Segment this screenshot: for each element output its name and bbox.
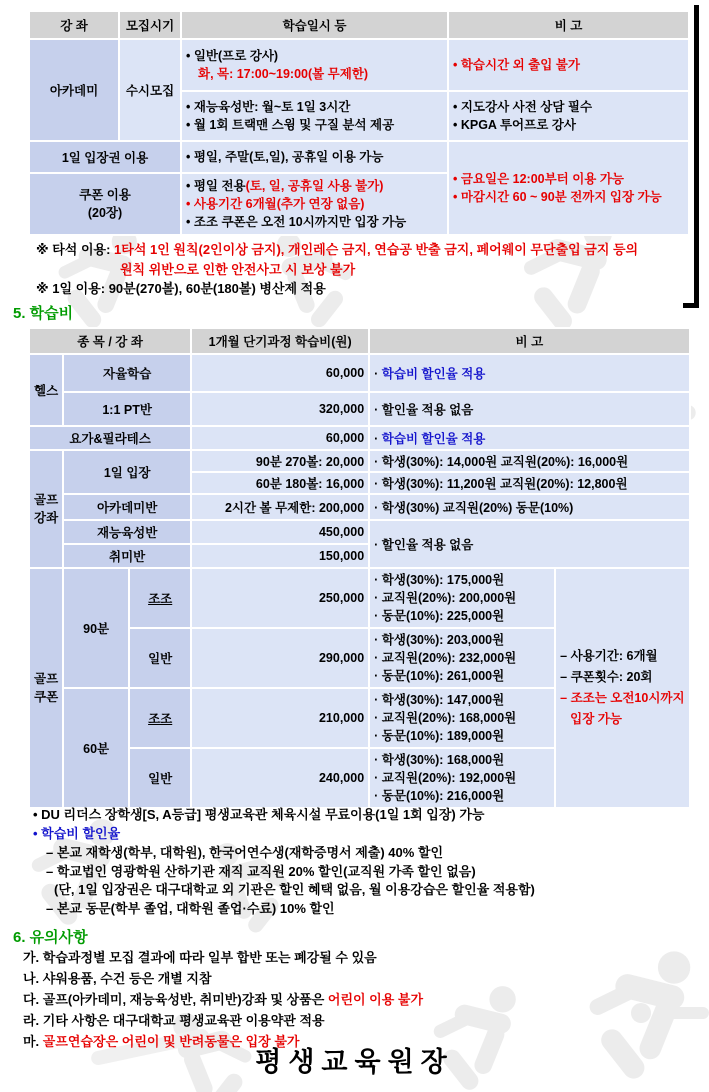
t2-fee-academy-class: 2시간 볼 무제한: 200,000 (191, 494, 369, 520)
t2-note-academy-class: · 학생(30%) 교직원(20%) 동문(10%) (369, 494, 689, 520)
footnote-day-use: ※ 1일 이용: 90분(270볼), 60분(180볼) 병산제 적용 (36, 281, 326, 296)
t2-cell-self-study: 자율학습 (63, 354, 191, 392)
t2-fee-60-early: 210,000 (191, 688, 369, 748)
coupon-count: (20장) (87, 206, 123, 220)
t2-cell-health: 헬스 (29, 354, 63, 426)
section6-title: 6. 유의사항 (13, 929, 88, 946)
discount-staff-cond: (단, 1일 입장권은 대구대학교 외 기관은 할인 혜택 없음, 월 이용강습은 할인율 적용함) (54, 882, 535, 898)
t2-cell-60-regular: 일반 (129, 748, 191, 808)
t2-note-pt: · 할인율 적용 없음 (369, 392, 689, 426)
t1-cell-daypass-schedule (181, 141, 448, 173)
discount-alumni: – 본교 동문(학부 졸업, 대학원 졸업·수료) 10% 할인 (46, 901, 335, 917)
t1-cell-academy-schedule2 (181, 91, 448, 141)
coupon-label: 쿠폰 이용 (79, 187, 131, 202)
t1-header-schedule: 학습일시 등 (181, 11, 448, 39)
t2-fee-pt: 320,000 (191, 392, 369, 426)
t2-cell-day-entry: 1일 입장 (63, 450, 191, 494)
t2-note-60-early: · 학생(30%): 147,000원 · 교직원(20%): 168,000원 · 동문(10%): 189,000원 (369, 688, 555, 748)
t2-note-60-regular: · 학생(30%): 168,000원 · 교직원(20%): 192,000원 · 동문(10%): 216,000원 (369, 748, 555, 808)
t2-cell-60min: 60분 (63, 688, 129, 808)
footnote-taseok-cont: 원칙 위반으로 인한 안전사고 시 보상 불가 (120, 261, 356, 277)
t2-cell-pt: 1:1 PT반 (63, 392, 191, 426)
t1-cell-academy-note2 (448, 91, 689, 141)
t2-fee-talent: 450,000 (191, 520, 369, 544)
section6 (13, 926, 423, 1052)
t2-cell-90min: 90분 (63, 568, 129, 688)
t2-cell-hobby: 취미반 (63, 544, 191, 568)
schedule-line: • 조조 쿠폰은 오전 10시까지만 입장 가능 (186, 215, 407, 230)
schedule-line: • 월 1회 트랙맨 스윙 및 구질 분석 제공 (186, 118, 395, 132)
t2-cell-golf-course: 골프 강좌 (29, 450, 63, 568)
note-line: • 지도강사 사전 상담 필수 (453, 99, 593, 114)
t2-note-self-study: · 학습비 할인율 적용 (369, 354, 689, 392)
t1-cell-susi: 수시모집 (119, 39, 181, 141)
t2-fee-60-regular: 240,000 (191, 748, 369, 808)
note-line-red: • 금요일은 12:00부터 이용 가능 (453, 171, 624, 186)
schedule-line: • 평일, 주말(토,일), 공휴일 이용 가능 (186, 149, 384, 164)
t1-cell-academy: 아카데미 (29, 39, 119, 141)
schedule-line-red: • 사용기간 6개월(추가 연장 없음) (186, 196, 365, 211)
t1-cell-coupon (29, 173, 181, 235)
t2-fee-90-early: 250,000 (191, 568, 369, 628)
schedule-line: • 평일 전용(토, 일, 공휴일 사용 불가) (186, 178, 384, 193)
notice-ra: 라. 기타 사항은 대구대학교 평생교육관 이용약관 적용 (23, 1013, 325, 1029)
t2-fee-90-regular: 290,000 (191, 628, 369, 688)
t2-coupon-side-note: – 사용기간: 6개월 – 쿠폰횟수: 20회 – 조조는 오전10시까지 입장 가능 (555, 568, 689, 808)
t2-cell-60-early: 조조 (129, 688, 191, 748)
usage-info-table (28, 10, 690, 236)
schedule-line: • 일반(프로 강사) (186, 48, 279, 63)
discount-staff: – 학교법인 영광학원 산하기관 재직 교직원 20% 할인(교직원 가족 할인 없음) (46, 863, 476, 879)
footnote-taseok: ※ 타석 이용: 1타석 1인 원칙(2인이상 금지), 개인레슨 금지, 연습공 반출 금지, 페어웨이 무단출입 금지 등의 (36, 242, 639, 257)
du-leaders-note: • DU 리더스 장학생[S, A등급] 평생교육관 체육시설 무료이용(1일 1회 입장) 가능 (33, 807, 485, 822)
t2-header-subject: 종 목 / 강 좌 (29, 328, 191, 354)
schedule-line-red: 화, 목: 17:00~19:00(볼 무제한) (198, 67, 369, 81)
t2-note-90-early: · 학생(30%): 175,000원 · 교직원(20%): 200,000원 · 동문(10%): 225,000원 (369, 568, 555, 628)
notice-ga: 가. 학습과정별 모집 결과에 따라 일부 합반 또는 폐강될 수 있음 (23, 950, 377, 965)
t2-note-90-regular: · 학생(30%): 203,000원 · 교직원(20%): 232,000원 · 동문(10%): 261,000원 (369, 628, 555, 688)
notice-da: 다. 골프(아카데미, 재능육성반, 취미반)강좌 및 상품은 어린이 이용 불가 (23, 992, 424, 1008)
t1-cell-coupon-schedule (181, 173, 448, 235)
discount-rate-title: • 학습비 할인율 (33, 825, 121, 841)
notice-ma: 마. 골프연습장은 어린이 및 반려동물은 입장 불가 (23, 1034, 300, 1050)
t2-fee-hobby: 150,000 (191, 544, 369, 568)
t1-cell-merged-note (448, 141, 689, 235)
signature-title: 평생교육원장 (255, 1047, 454, 1077)
t2-fee-day90: 90분 270볼: 20,000 (191, 450, 369, 472)
t2-note-yoga: · 학습비 할인율 적용 (369, 426, 689, 450)
t2-cell-90-early: 조조 (129, 568, 191, 628)
section5-title: 5. 학습비 (13, 305, 74, 322)
t1-cell-academy-note1 (448, 39, 689, 91)
page-edge-line-foot (683, 303, 699, 308)
t1-header-note: 비 고 (448, 11, 689, 39)
t2-cell-90-regular: 일반 (129, 628, 191, 688)
note-line-red: • 마감시간 60 ~ 90분 전까지 입장 가능 (453, 190, 662, 204)
t1-cell-daypass: 1일 입장권 이용 (29, 141, 181, 173)
t2-fee-yoga: 60,000 (191, 426, 369, 450)
t2-fee-self-study: 60,000 (191, 354, 369, 392)
t2-note-day90: · 학생(30%): 14,000원 교직원(20%): 16,000원 (369, 450, 689, 472)
notice-na: 나. 샤워용품, 수건 등은 개별 지참 (23, 971, 212, 987)
t2-fee-day60: 60분 180볼: 16,000 (191, 472, 369, 494)
schedule-line: • 재능육성반: 월~토 1일 3시간 (186, 99, 351, 114)
t1-header-course: 강 좌 (29, 11, 119, 39)
t2-cell-yoga: 요가&필라테스 (29, 426, 191, 450)
t2-note-no-discount: · 할인율 적용 없음 (369, 520, 689, 568)
note-line: • KPGA 투어프로 강사 (453, 118, 576, 132)
t2-note-day60: · 학생(30%): 11,200원 교직원(20%): 12,800원 (369, 472, 689, 494)
t2-header-fee: 1개월 단기과정 학습비(원) (191, 328, 369, 354)
discount-students: – 본교 재학생(학부, 대학원), 한국어연수생(재학증명서 제출) 40% 할인 (46, 844, 444, 860)
t2-header-note: 비 고 (369, 328, 689, 354)
t1-header-recruit: 모집시기 (119, 11, 181, 39)
t1-cell-academy-schedule1 (181, 39, 448, 91)
note-line-red: • 학습시간 외 출입 불가 (453, 57, 580, 72)
table1-footnotes (36, 240, 696, 299)
t2-cell-golf-coupon: 골프 쿠폰 (29, 568, 63, 808)
fees-footnotes (33, 806, 698, 919)
t2-cell-academy-class: 아카데미반 (63, 494, 191, 520)
t2-cell-talent: 재능육성반 (63, 520, 191, 544)
page-edge-line (694, 5, 699, 308)
fees-table (28, 327, 691, 809)
